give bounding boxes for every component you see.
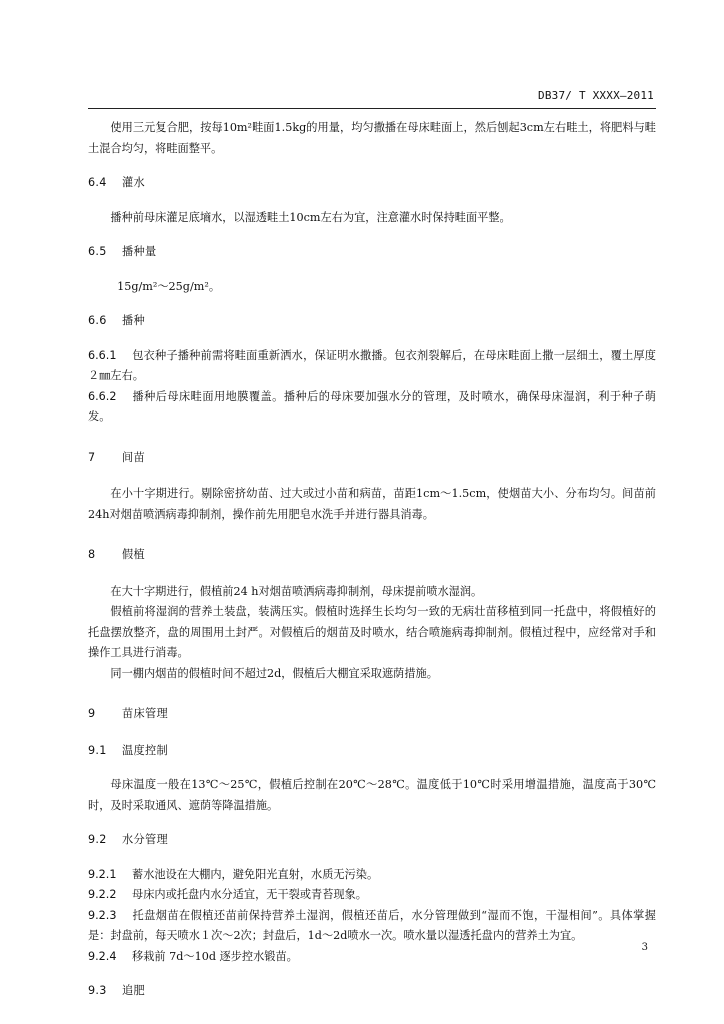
section-title: 灌水 bbox=[122, 176, 145, 189]
section-title: 间苗 bbox=[122, 450, 145, 464]
clause-9-2-4 bbox=[88, 947, 656, 968]
section-title: 水分管理 bbox=[122, 833, 168, 846]
clause-number: 6.6.2 bbox=[88, 389, 117, 403]
section-number: 9.2 bbox=[88, 833, 107, 846]
section-title: 播种 bbox=[122, 314, 145, 327]
paragraph-seeding-rate: 15g/m²～25g/m²。 bbox=[117, 279, 221, 293]
section-7-heading bbox=[88, 448, 656, 469]
clause-9-2-1 bbox=[88, 865, 656, 886]
clause-number: 9.2.4 bbox=[88, 949, 117, 963]
clause-9-2-3 bbox=[88, 906, 656, 947]
section-6-4-heading bbox=[88, 173, 656, 194]
document-body bbox=[88, 118, 656, 1016]
page-number: 3 bbox=[641, 942, 648, 953]
section-title: 假植 bbox=[122, 548, 145, 561]
clause-number: 6.6.1 bbox=[88, 348, 117, 362]
section-9-2-heading bbox=[88, 830, 656, 851]
section-9-3-heading bbox=[88, 981, 656, 1002]
clause-6-6-2 bbox=[88, 387, 656, 428]
section-number: 6.5 bbox=[88, 245, 107, 258]
section-title: 追肥 bbox=[122, 984, 145, 997]
clause-number: 9.2.1 bbox=[88, 867, 117, 881]
paragraph-temperature: 母床温度一般在13℃～25℃，假植后控制在20℃～28℃。温度低于10℃时采用增温措施，温度高于30℃时，及时采取通风、遮荫等降温措施。 bbox=[88, 778, 656, 812]
clause-text: 托盘烟苗在假植还苗前保持营养土湿润，假植还苗后，水分管理做到“湿而不饱，干湿相间”。具体掌握是：封盘前，每天喷水１次～2次；封盘后，1d～2d喷水一次。喷水量以湿透托盘内的营养土为宜。 bbox=[88, 908, 656, 942]
clause-number: 9.2.2 bbox=[88, 888, 117, 901]
header-rule bbox=[88, 108, 656, 109]
clause-9-2-2 bbox=[88, 885, 656, 906]
section-6-5-heading bbox=[88, 242, 656, 263]
section-8-heading bbox=[88, 545, 656, 566]
clause-text: 蓄水池设在大棚内，避免阳光直射，水质无污染。 bbox=[132, 867, 379, 881]
section-number: 9 bbox=[88, 707, 96, 720]
section-number: 6.4 bbox=[88, 176, 107, 189]
paragraph-fertilizer: 使用三元复合肥，按每10m²畦面1.5kg的用量，均匀撒播在母床畦面上，然后刨起3cm左右畦土，将肥料与畦土混合均匀，将畦面整平。 bbox=[88, 121, 656, 155]
paragraph-thinning: 在小十字期进行。剔除密挤幼苗、过大或过小苗和病苗，苗距1cm～1.5cm，使烟苗大小、分布均匀。间苗前24h对烟苗喷洒病毒抑制剂，操作前先用肥皂水洗手并进行器具消毒。 bbox=[88, 487, 656, 521]
paragraph-irrigation: 播种前母床灌足底墒水，以湿透畦土10cm左右为宜，注意灌水时保持畦面平整。 bbox=[110, 210, 511, 224]
clause-text: 移栽前 7d～10d 逐步控水锻苗。 bbox=[132, 949, 298, 963]
section-number: 6.6 bbox=[88, 314, 107, 327]
paragraph-transplant-3: 同一棚内烟苗的假植时间不超过2d，假植后大棚宜采取遮荫措施。 bbox=[110, 666, 438, 680]
clause-number: 9.2.3 bbox=[88, 908, 117, 922]
section-title: 播种量 bbox=[122, 245, 157, 258]
clause-6-6-1 bbox=[88, 346, 656, 387]
document-code: DB37/ T XXXX—2011 bbox=[538, 89, 654, 102]
section-number: 9.1 bbox=[88, 743, 107, 757]
paragraph-transplant-1: 在大十字期进行，假植前24 h对烟苗喷洒病毒抑制剂，母床提前喷水湿润。 bbox=[110, 584, 483, 598]
section-title: 温度控制 bbox=[122, 743, 168, 757]
section-title: 苗床管理 bbox=[122, 707, 168, 720]
section-number: 9.3 bbox=[88, 984, 107, 997]
paragraph-transplant-2: 假植前将湿润的营养土装盘，装满压实。假植时选择生长均匀一致的无病壮苗移植到同一托盘中，将假植好的托盘摆放整齐，盘的周围用土封严。对假植后的烟苗及时喷水，结合喷施病毒抑制剂。假植过程中，应经常对手和操作工具进行消毒。 bbox=[88, 605, 656, 659]
clause-text: 母床内或托盘内水分适宜，无干裂或青苔现象。 bbox=[132, 888, 367, 901]
section-number: 7 bbox=[88, 450, 96, 464]
clause-text: 播种后母床畦面用地膜覆盖。播种后的母床要加强水分的管理，及时喷水，确保母床湿润，利于种子萌发。 bbox=[88, 389, 656, 423]
section-9-1-heading bbox=[88, 741, 656, 762]
clause-text: 包衣种子播种前需将畦面重新洒水，保证明水撒播。包衣剂裂解后，在母床畦面上撒一层细土，覆土厚度２㎜左右。 bbox=[88, 348, 656, 382]
section-number: 8 bbox=[88, 548, 96, 561]
section-6-6-heading bbox=[88, 311, 656, 332]
section-9-heading bbox=[88, 704, 656, 725]
